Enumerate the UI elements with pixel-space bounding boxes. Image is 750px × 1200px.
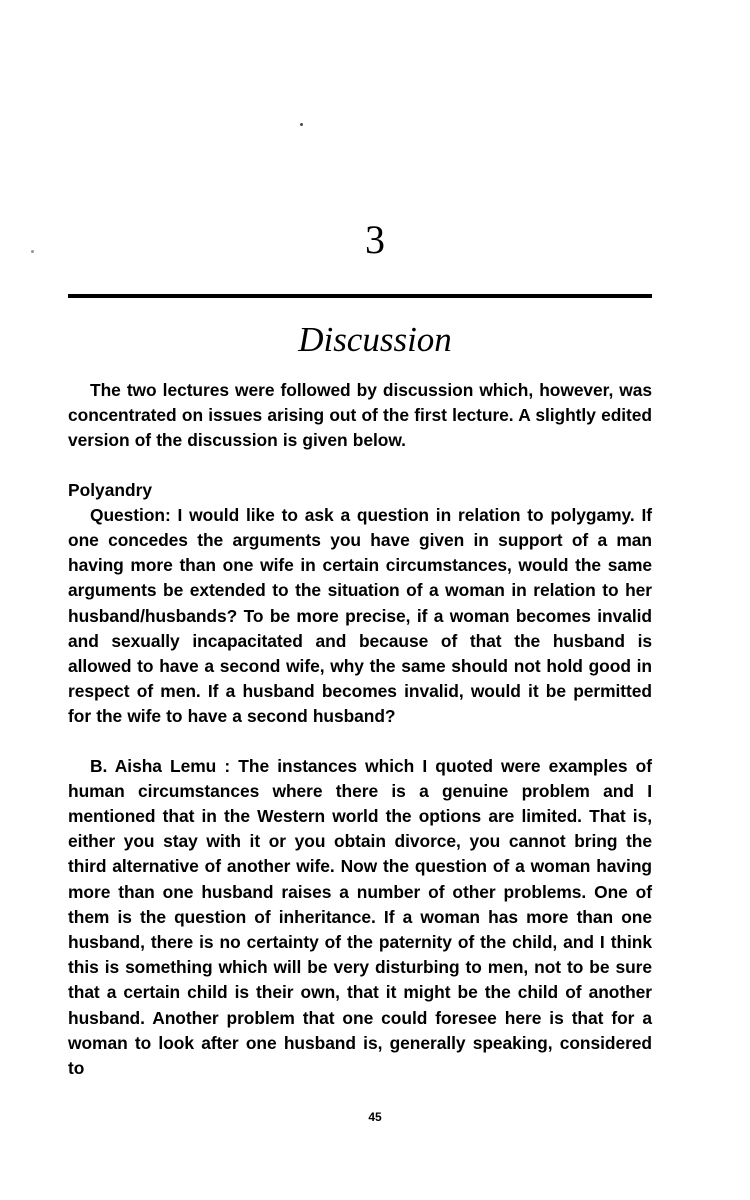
page-number: 45 [368, 1110, 382, 1124]
chapter-divider-rule [68, 294, 652, 298]
speaker-label-question: Question: [90, 504, 171, 525]
qa-entry-question [68, 503, 652, 730]
chapter-number: 3 [365, 217, 385, 262]
qa-entry-answer [68, 754, 652, 1082]
qa-entry-answer-text: The instances which I quoted were examples of human circumstances where there is a genuine problem and I mentioned that in the Western world the options are limited. That is, either you stay with it or you obtain divorce, you cannot bring the third alternative of another wife. Now the question of a woman having more than one husband raises a number of other problems. One of them is the question of inheritance. If a woman has more than one husband, there is no certainty of the paternity of the child, and I think this is something which will be very disturbing to men, not to be sure that a certain child is their own, that it might be the child of another husband. Another problem that one could foresee here is that for a woman to look after one husband is, generally speaking, considered to [68, 755, 652, 1079]
body-text-column [68, 378, 652, 1081]
scan-artifact-speck [300, 123, 303, 126]
chapter-title: Discussion [298, 320, 452, 359]
speaker-label-aisha-lemu: B. Aisha Lemu : [90, 755, 231, 776]
section-heading-polyandry: Polyandry [68, 479, 153, 500]
qa-entry-question-text: I would like to ask a question in relation to polygamy. If one concedes the arguments you have given in support of a man having more than one wife in certain circumstances, would the same arguments be extended to the situation of a woman in relation to her husband/husbands? To be more precise, if a woman becomes invalid and sexually incapacitated and because of that the husband is allowed to have a second wife, why the same should not hold good in respect of men. If a husband becomes invalid, would it be permitted for the wife to have a second husband? [68, 504, 652, 727]
intro-paragraph: The two lectures were followed by discussion which, however, was concentrated on issues arising out of the first lecture. A slightly edited version of the discussion is given below. [68, 380, 652, 451]
